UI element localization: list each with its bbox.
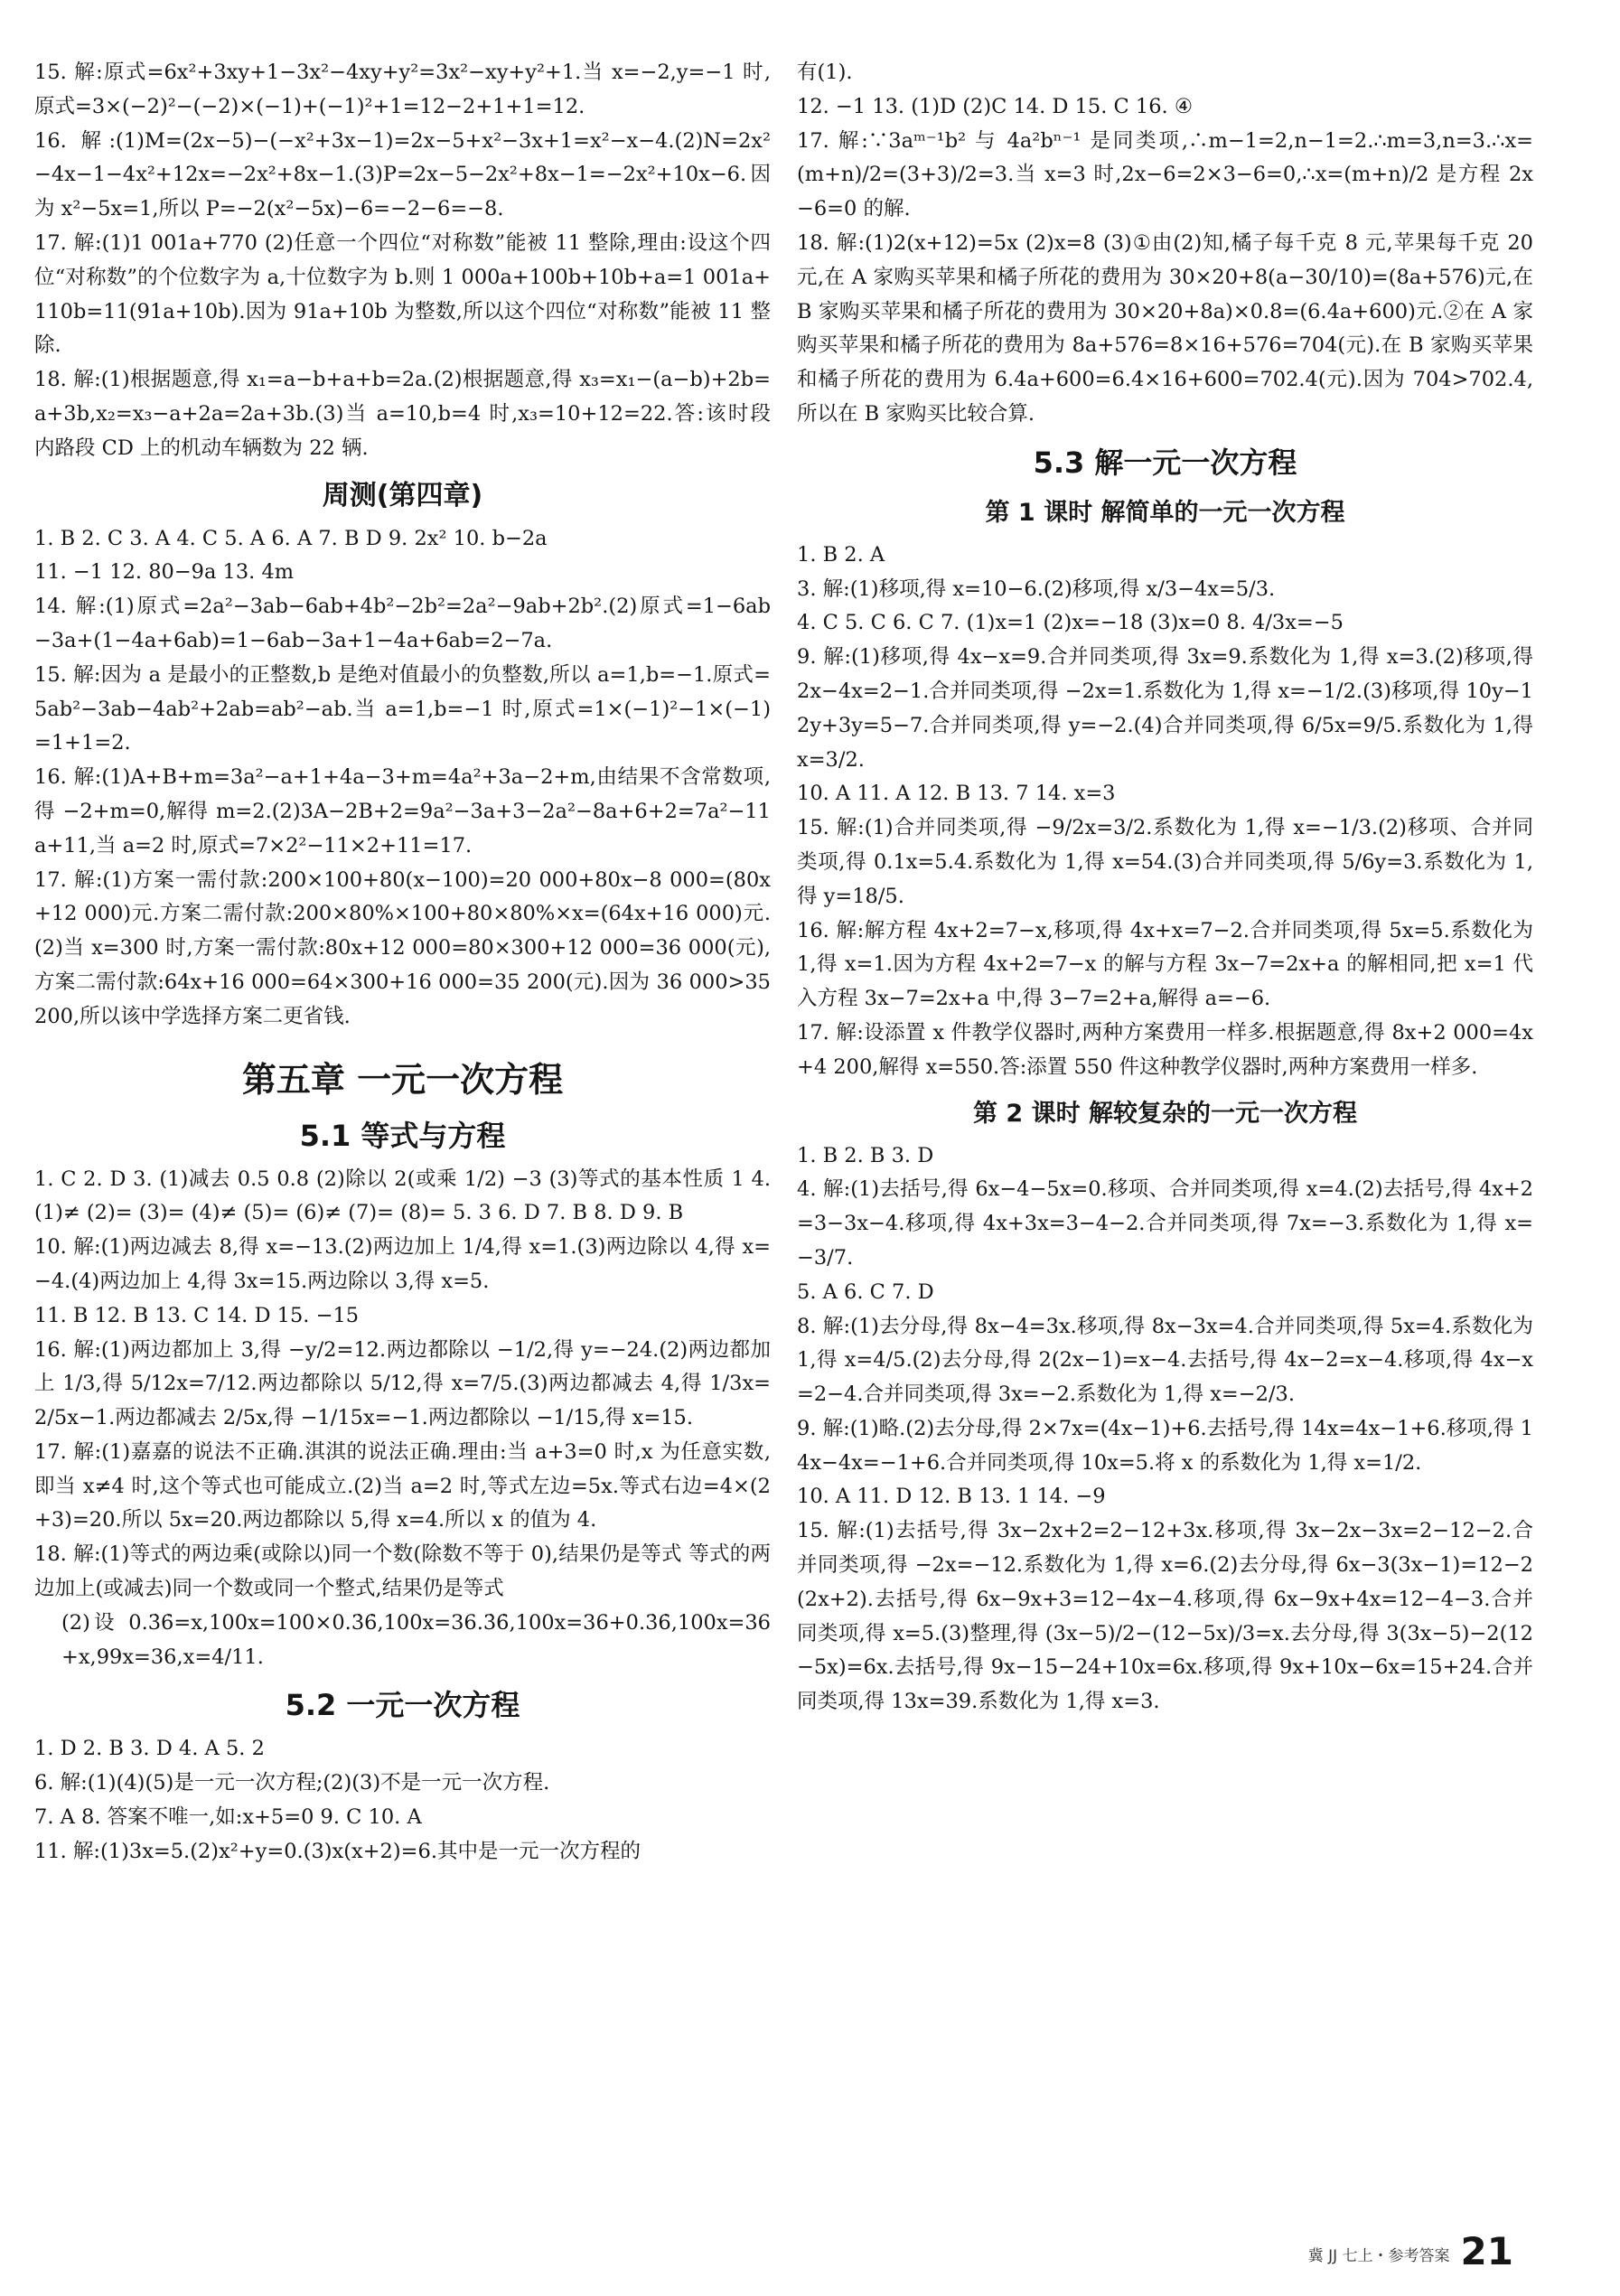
answer-paragraph: 16. 解:(1)A+B+m=3a²−a+1+4a−3+m=4a²+3a−2+m,由结果不含常数项,得 −2+m=0,解得 m=2.(2)3A−2B+2=9a²−3a+3−2a²−8a+6+2=7a²−11a+11,当 a=2 时,原式=7×2²−11×2+11=17. (34, 765, 771, 857)
section-heading: 5.2 一元一次方程 (285, 1688, 520, 1723)
answer-paragraph: 17. 解:(1)嘉嘉的说法不正确.淇淇的说法正确.理由:当 a+3=0 时,x 为任意实数,即当 x≠4 时,这个等式也可能成立.(2)当 a=2 时,等式左边=5x.等式右边=4×(2+3)=20.所以 5x=20.两边都除以 5,得 x=4.所以 x 的值为 4. (34, 1439, 771, 1532)
answer-paragraph: 1. C 2. D 3. (1)减去 0.5 0.8 (2)除以 2(或乘 1/2) −3 (3)等式的基本性质 1 4. (1)≠ (2)= (3)= (4)≠ (5)= (6)≠ (7)= (8)= 5. 3 6. D 7. B 8. D 9. B (34, 1167, 771, 1225)
answer-paragraph: 8. 解:(1)去分母,得 8x−4=3x.移项,得 8x−3x=4.合并同类项,得 5x=4.系数化为 1,得 x=4/5.(2)去分母,得 2(2x−1)=x−4.去括号,得 4x−2=x−4.移项,得 4x−x=2−4.合并同类项,得 3x=−2.系数化为 1,得 x=−2/3. (797, 1314, 1533, 1407)
answer-paragraph: 16. 解:(1)两边都加上 3,得 −y/2=12.两边都除以 −1/2,得 y=−24.(2)两边都加上 1/3,得 5/12x=7/12.两边都除以 5/12,得 x=7/5.(3)两边都减去 4,得 1/3x=2/5x−1.两边都减去 2/5x,得 −1/15x=−1.两边都除以 −1/15,得 x=15. (34, 1337, 771, 1430)
page-number: 21 (1460, 2229, 1513, 2273)
answer-paragraph: 17. 解:∵3aᵐ⁻¹b² 与 4a²bⁿ⁻¹ 是同类项,∴m−1=2,n−1=2.∴m=3,n=3.∴x=(m+n)/2=(3+3)/2=3.当 x=3 时,2x−6=2×3−6=0,∴x=(m+n)/2 是方程 2x−6=0 的解. (797, 128, 1533, 221)
answer-paragraph: 17. 解:设添置 x 件教学仪器时,两种方案费用一样多.根据题意,得 8x+2 000=4x+4 200,解得 x=550.答:添置 550 件这种教学仪器时,两种方案费用一样多. (797, 1020, 1533, 1079)
answer-paragraph: 9. 解:(1)移项,得 4x−x=9.合并同类项,得 3x=9.系数化为 1,得 x=3.(2)移项,得 2x−4x=2−1.合并同类项,得 −2x=1.系数化为 1,得 x=−1/2.(3)移项,得 10y−12y+3y=5−7.合并同类项,得 y=−2.(4)合并同类项,得 6/5x=9/5.系数化为 1,得 x=3/2. (797, 645, 1533, 772)
answer-paragraph: 18. 解:(1)等式的两边乘(或除以)同一个数(除数不等于 0),结果仍是等式 等式的两边加上(或减去)同一个数或同一个整式,结果仍是等式 (34, 1542, 771, 1601)
answer-paragraph: 有(1). (797, 61, 853, 84)
answer-paragraph: 16. 解:(1)M=(2x−5)−(−x²+3x−1)=2x−5+x²−3x+1=x²−x−4.(2)N=2x²−4x−1−4x²+12x=−2x²+8x−1.(3)P=2x−5−2x²+8x−1=−2x²+10x−6.因为 x²−5x=1,所以 P=−2(x²−5x)−6=−2−6=−8. (34, 128, 771, 221)
answer-paragraph: 10. A 11. D 12. B 13. 1 14. −9 (797, 1485, 1106, 1509)
answer-paragraph: 3. 解:(1)移项,得 x=10−6.(2)移项,得 x/3−4x=5/3. (797, 576, 1276, 601)
right-column (797, 56, 1533, 1720)
section-heading: 5.1 等式与方程 (299, 1118, 506, 1153)
answer-paragraph: 16. 解:解方程 4x+2=7−x,移项,得 4x+x=7−2.合并同类项,得 5x=5.系数化为 1,得 x=1.因为方程 4x+2=7−x 的解与方程 3x−7=2x+a 的解相同,把 x=1 代入方程 3x−7=2x+a 中,得 3−7=2+a,解得 a=−6. (797, 918, 1533, 1011)
answer-paragraph: 18. 解:(1)2(x+12)=5x (2)x=8 (3)①由(2)知,橘子每千克 8 元,苹果每千克 20 元,在 A 家购买苹果和橘子所花的费用为 30×20+8(a−30/10)=(8a+576)元,在 B 家购买苹果和橘子所花的费用为 30×20+8a)×0.8=(6.4a+600)元.②在 A 家购买苹果和橘子所花的费用为 8a+576=8×16+576=704(元).在 B 家购买苹果和橘子所花的费用为 6.4a+600=6.4×16+600=702.4(元).因为 704>702.4,所以在 B 家购买比较合算. (797, 230, 1533, 426)
answer-paragraph: 10. A 11. A 12. B 13. 7 14. x=3 (797, 782, 1116, 806)
answer-paragraph: 15. 解:(1)去括号,得 3x−2x+2=2−12+3x.移项,得 3x−2x−3x=2−12−2.合并同类项,得 −2x=−12.系数化为 1,得 x=6.(2)去分母,得 6x−3(3x−1)=12−2(2x+2).去括号,得 6x−9x+3=12−4x−4.移项,得 6x−9x+4x=12−4−3.合并同类项,得 x=5.(3)整理,得 (3x−5)/2−(12−5x)/3=x.去分母,得 3(3x−5)−2(12−5x)=6x.去括号,得 9x−15−24+10x=6x.移项,得 9x+10x−6x=15+24.合并同类项,得 13x=39.系数化为 1,得 x=3. (797, 1519, 1533, 1714)
answer-paragraph: 9. 解:(1)略.(2)去分母,得 2×7x=(4x−1)+6.去括号,得 14x=4x−1+6.移项,得 14x−4x=−1+6.合并同类项,得 10x=5.将 x 的系数化为 1,得 x=1/2. (797, 1416, 1533, 1475)
answer-paragraph: 15. 解:原式=6x²+3xy+1−3x²−4xy+y²=3x²−xy+y²+1.当 x=−2,y=−1 时,原式=3×(−2)²−(−2)×(−1)+(−1)²+1=12−2+1+1=12. (34, 61, 771, 118)
section-heading: 周测(第四章) (322, 479, 483, 511)
section-heading: 第 1 课时 解简单的一元一次方程 (985, 498, 1345, 527)
answer-paragraph: 14. 解:(1)原式=2a²−3ab−6ab+4b²−2b²=2a²−9ab+2b².(2)原式=1−6ab−3a+(1−4a+6ab)=1−6ab−3a+1−4a+6ab=2−7a. (34, 595, 771, 652)
answer-paragraph: 1. B 2. C 3. A 4. C 5. A 6. A 7. B D 9. 2x² 10. b−2a (34, 526, 548, 550)
answer-paragraph: 4. 解:(1)去括号,得 6x−4−5x=0.移项、合并同类项,得 x=4.(2)去括号,得 4x+2=3−3x−4.移项,得 4x+3x=3−4−2.合并同类项,得 7x=−3.系数化为 1,得 x=−3/7. (797, 1177, 1533, 1270)
answer-paragraph: 10. 解:(1)两边减去 8,得 x=−13.(2)两边加上 1/4,得 x=1.(3)两边除以 4,得 x=−4.(4)两边加上 4,得 3x=15.两边除以 3,得 x=5. (34, 1235, 771, 1293)
answer-paragraph: 18. 解:(1)根据题意,得 x₁=a−b+a+b=2a.(2)根据题意,得 x₃=x₁−(a−b)+2b=a+3b,x₂=x₃−a+2a=2a+3b.(3)当 a=10,b=4 时,x₃=10+12=22.答:该时段内路段 CD 上的机动车辆数为 22 辆. (34, 368, 771, 460)
answer-paragraph: (2)设 0.3̇6̇=x,100x=100×0.3̇6̇,100x=36.3̇6̇,100x=36+0.3̇6̇,100x=36+x,99x=36,x=4/11. (61, 1610, 771, 1669)
answer-paragraph: 5. A 6. C 7. D (797, 1279, 934, 1304)
answer-paragraph: 17. 解:(1)1 001a+770 (2)任意一个四位“对称数”能被 11 整除,理由:设这个四位“对称数”的个位数字为 a,十位数字为 b.则 1 000a+100b+10b+a=1 001a+110b=11(91a+10b).因为 91a+10b 为整数,所以这个四位“对称数”能被 11 整除. (34, 230, 771, 358)
section-heading: 5.3 解一元一次方程 (1033, 445, 1297, 480)
chapter-title: 第五章 一元一次方程 (241, 1059, 564, 1100)
page-footer (1307, 2229, 1513, 2273)
answer-paragraph: 1. D 2. B 3. D 4. A 5. 2 (34, 1737, 265, 1761)
answer-paragraph: 17. 解:(1)方案一需付款:200×100+80(x−100)=20 000+80x−8 000=(80x+12 000)元.方案二需付款:200×80%×100+80×80%×x=(64x+16 000)元.(2)当 x=300 时,方案一需付款:80x+12 000=80×300+12 000=36 000(元),方案二需付款:64x+16 000=64×300+16 000=35 200(元).因为 36 000>35 200,所以该中学选择方案二更省钱. (34, 867, 771, 1028)
answer-paragraph: 15. 解:因为 a 是最小的正整数,b 是绝对值最小的负整数,所以 a=1,b=−1.原式=5ab²−3ab−4ab²+2ab=ab²−ab.当 a=1,b=−1 时,原式=1×(−1)²−1×(−1)=1+1=2. (34, 662, 771, 755)
answer-paragraph: 1. B 2. B 3. D (797, 1143, 934, 1167)
answer-paragraph: 11. −1 12. 80−9a 13. 4m (34, 560, 295, 585)
answer-paragraph: 6. 解:(1)(4)(5)是一元一次方程;(2)(3)不是一元一次方程. (34, 1771, 550, 1795)
answer-paragraph: 11. 解:(1)3x=5.(2)x²+y=0.(3)x(x+2)=6.其中是一元一次方程的 (34, 1839, 641, 1863)
answer-paragraph: 1. B 2. A (797, 542, 885, 567)
answer-paragraph: 11. B 12. B 13. C 14. D 15. −15 (34, 1303, 360, 1327)
answer-paragraph: 12. −1 13. (1)D (2)C 14. D 15. C 16. ④ (797, 94, 1194, 118)
answer-paragraph: 7. A 8. 答案不唯一,如:x+5=0 9. C 10. A (34, 1805, 422, 1830)
book-label: 冀 JJ 七上・参考答案 (1307, 2247, 1450, 2265)
section-heading: 第 2 课时 解较复杂的一元一次方程 (973, 1099, 1357, 1128)
left-column (34, 56, 771, 1870)
answer-paragraph: 4. C 5. C 6. C 7. (1)x=1 (2)x=−18 (3)x=0 8. 4/3x=−5 (797, 611, 1344, 635)
answer-paragraph: 15. 解:(1)合并同类项,得 −9/2x=3/2.系数化为 1,得 x=−1/3.(2)移项、合并同类项,得 0.1x=5.4.系数化为 1,得 x=54.(3)合并同类项,得 5/6y=3.系数化为 1,得 y=18/5. (797, 816, 1533, 908)
